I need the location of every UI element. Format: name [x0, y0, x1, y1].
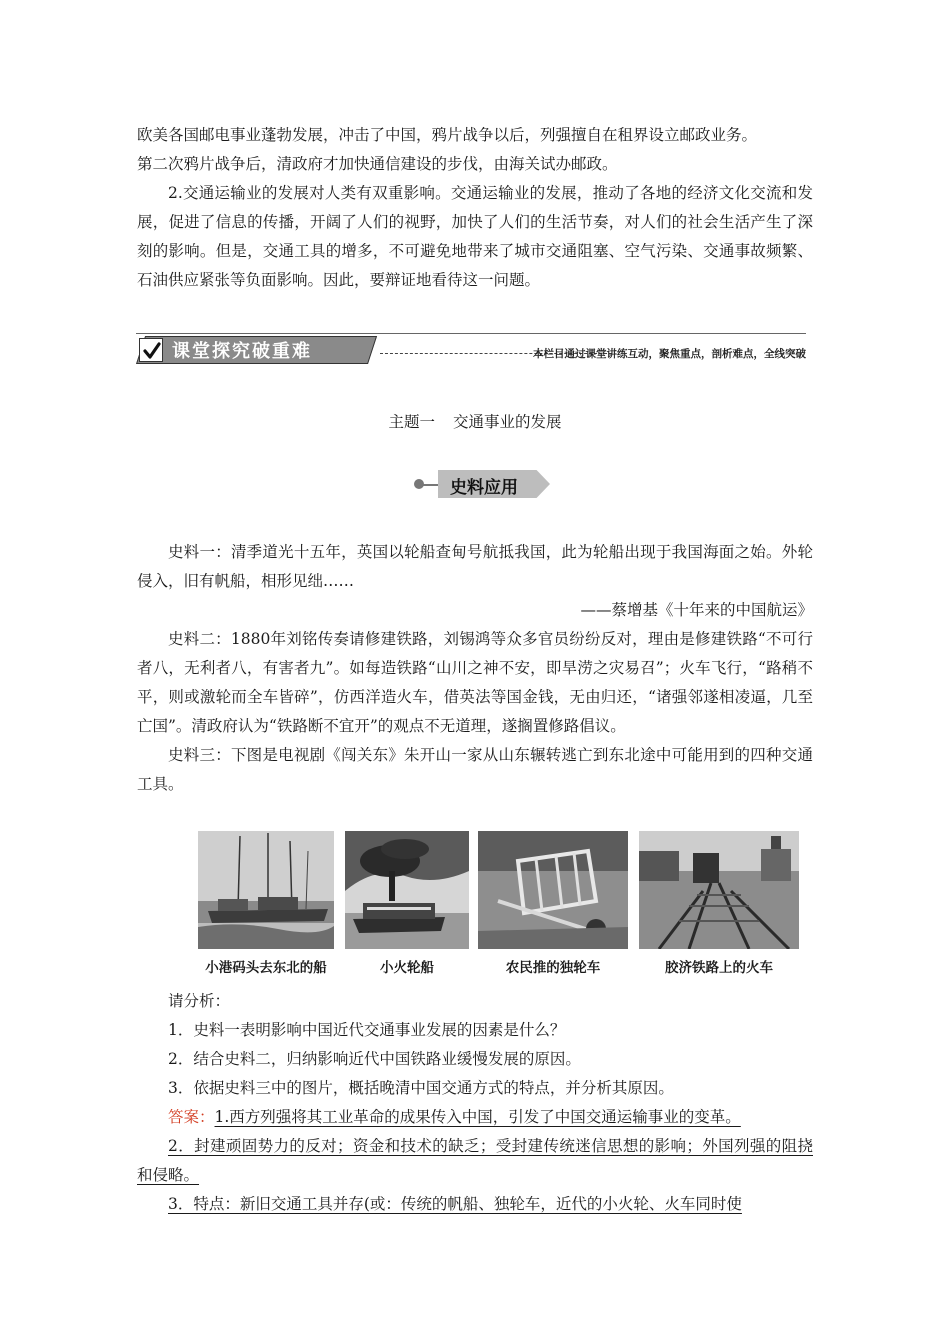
material-1-source: ——蔡增基《十年来的中国航运》 [580, 601, 813, 619]
photo-strip [0, 831, 950, 981]
banner-note: 本栏目通过课堂讲练互动，聚焦重点，剖析难点，全线突破 [533, 348, 806, 360]
question-3: 3．依据史料三中的图片，概括晚清中国交通方式的特点，并分析其原因。 [168, 1079, 674, 1097]
photo-steamboat [345, 831, 469, 949]
topic-number: 主题一 [388, 413, 435, 431]
photo-caption-3: 农民推的独轮车 [505, 960, 601, 976]
questions-block [137, 987, 813, 1219]
intro-paragraph [137, 121, 813, 295]
topic-heading [0, 410, 950, 432]
material-1: 史料一：清季道光十五年，英国以轮船查甸号航抵我国，此为轮船出现于我国海面之始。外轮侵入，旧有帆船，相形见绌…… [137, 543, 813, 590]
material-3: 史料三：下图是电视剧《闯关东》朱开山一家从山东辗转逃亡到东北途中可能用到的四种交通工具。 [137, 746, 813, 793]
material-2: 史料二：1880年刘铭传奏请修建铁路，刘锡鸿等众多官员纷纷反对，理由是修建铁路“不可行者八，无利者八，有害者九”。如每造铁路“山川之神不安，即旱涝之灾易召”；火车飞行，“路稍不平，则或激轮而全车皆碎”，仿西洋造火车，借英法等国金钱，无由归还，“诸强邻遂相凌逼，几至亡国”。清政府认为“铁路断不宜开”的观点不无道理，遂搁置修路倡议。 [137, 630, 813, 735]
photo-caption-1: 小港码头去东北的船 [205, 960, 327, 976]
photo-caption-2: 小火轮船 [380, 960, 434, 976]
sub-section-title: 史料应用 [450, 478, 518, 498]
banner-title: 课堂探究破重难 [172, 341, 312, 362]
answer-2: 2．封建顽固势力的反对；资金和技术的缺乏；受封建传统迷信思想的影响；外国列强的阻挠和侵略。 [137, 1137, 813, 1184]
photo-sailing-boats [198, 831, 334, 949]
answer-3-line [137, 1190, 813, 1219]
intro-line-1: 欧美各国邮电事业蓬勃发展，冲击了中国，鸦片战争以后，列强擅自在租界设立邮政业务。 [137, 126, 758, 144]
photo-railway [639, 831, 799, 949]
question-2: 2．结合史料二，归纳影响近代中国铁路业缓慢发展的原因。 [168, 1050, 581, 1068]
photo-wheelbarrow [478, 831, 628, 949]
answer-1: 1.西方列强将其工业革命的成果传入中国，引发了中国交通运输事业的变革。 [214, 1108, 741, 1126]
questions-prompt: 请分析： [168, 992, 231, 1010]
intro-point-2: 2.交通运输业的发展对人类有双重影响。交通运输业的发展，推动了各地的经济文化交流和发展，促进了信息的传播，开阔了人们的视野，加快了人们的生活节奏，对人们的社会生活产生了深刻的影响。但是，交通工具的增多，不可避免地带来了城市交通阻塞、空气污染、交通事故频繁、石油供应紧张等负面影响。因此，要辩证地看待这一问题。 [137, 184, 813, 289]
check-icon [139, 338, 163, 362]
intro-line-2: 第二次鸦片战争后，清政府才加快通信建设的步伐，由海关试办邮政。 [137, 155, 618, 173]
answer-1-line [137, 1103, 813, 1132]
section-banner [136, 334, 806, 368]
question-1: 1．史料一表明影响中国近代交通事业发展的因素是什么？ [168, 1021, 566, 1039]
materials-block [137, 538, 813, 799]
answer-3: 3．特点：新旧交通工具并存(或：传统的帆船、独轮车，近代的小火轮、火车同时使 [168, 1195, 742, 1213]
tag-connector [422, 484, 440, 486]
photo-caption-4: 胶济铁路上的火车 [665, 960, 773, 976]
answer-label: 答案： [168, 1108, 215, 1126]
topic-title: 交通事业的发展 [453, 413, 562, 431]
answer-2-line [137, 1132, 813, 1190]
